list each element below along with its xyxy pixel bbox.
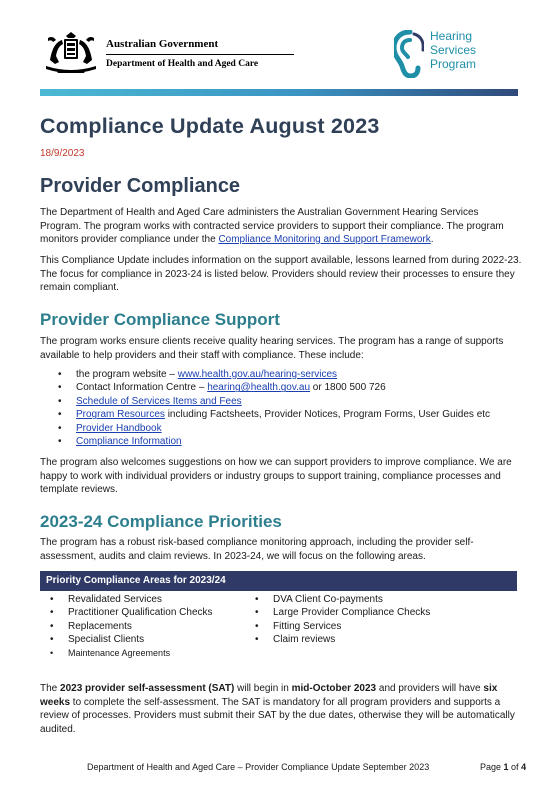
list-item: • Replacements xyxy=(48,620,213,633)
list-item xyxy=(58,395,528,408)
footer-text: Department of Health and Aged Care – Provider Compliance Update September 2023 xyxy=(87,762,430,772)
email-link[interactable]: hearing@health.gov.au xyxy=(207,382,311,394)
list-item: • DVA Client Co-payments xyxy=(253,593,430,606)
paragraph-support-intro: The program works ensure clients receive quality hearing services. The program has a range of supports available to help providers and their staff with compliance. These include: xyxy=(40,336,504,361)
logo-line-2: Services xyxy=(430,43,477,57)
wordmark-divider xyxy=(106,54,294,55)
priority-column-1 xyxy=(48,593,213,660)
compliance-framework-link[interactable]: Compliance Monitoring and Support Framework xyxy=(218,234,431,245)
list-item: • Large Provider Compliance Checks xyxy=(253,606,430,619)
page-header xyxy=(40,26,518,84)
sat-bold: six weeks xyxy=(40,683,498,708)
list-item: • Revalidated Services xyxy=(48,593,213,606)
sat-text: will begin in xyxy=(234,683,292,694)
program-resources-link[interactable]: Program Resources xyxy=(76,409,165,421)
heading-compliance-priorities: 2023-24 Compliance Priorities xyxy=(40,512,282,531)
logo-line-3: Program xyxy=(430,57,477,71)
list-item: • Claim reviews xyxy=(253,633,430,646)
list-item xyxy=(58,381,528,394)
ear-logo-icon xyxy=(394,30,424,78)
paragraph-update-summary: This Compliance Update includes information on the support available, lessons learned from during 2022-23. The focus for compliance in 2023-24 is listed below. Providers should review their processes to ensure they remain compliant. xyxy=(40,255,522,293)
sat-bold: mid-October 2023 xyxy=(291,683,377,694)
list-item: • Maintenance Agreements xyxy=(48,647,213,660)
item-text: or 1800 500 726 xyxy=(310,382,386,394)
coat-of-arms-icon xyxy=(42,30,100,76)
provider-intro-text: The Department of Health and Aged Care administers the Australian Government Hearing Services Program. The program works with contracted service providers to support their compliance. The program monitors provider compliance under the xyxy=(40,207,504,245)
current-page: 1 xyxy=(503,762,509,772)
government-name: Australian Government xyxy=(106,38,219,50)
page-label: Page xyxy=(480,762,504,772)
compliance-information-link[interactable]: Compliance Information xyxy=(76,436,182,448)
item-text: the program website – xyxy=(76,369,178,380)
priority-table-header xyxy=(40,571,517,591)
paragraph-provider-intro xyxy=(40,206,522,247)
list-item xyxy=(58,408,528,421)
document-date: 18/9/2023 xyxy=(40,148,85,159)
page-of: of xyxy=(508,762,522,772)
item-text: Contact Information Centre – xyxy=(76,382,208,394)
document-title: Compliance Update August 2023 xyxy=(40,114,380,138)
paragraph-priorities-intro: The program has a robust risk-based compliance monitoring approach, including the provider self-assessment, audits and claim reviews. In 2023-24, we will focus on the following areas. xyxy=(40,537,474,562)
priority-column-2 xyxy=(253,593,430,647)
department-name: Department of Health and Aged Care xyxy=(106,59,259,69)
heading-compliance-support: Provider Compliance Support xyxy=(40,310,280,329)
list-item xyxy=(58,422,528,435)
sat-text: to complete the self-assessment. The SAT is mandatory for all program providers and supports a review of processes. Providers must submit their SAT by the due dates, otherwise they will be automatically audited. xyxy=(40,696,515,735)
hearing-services-program-logo xyxy=(394,26,518,82)
sat-text: The xyxy=(40,683,61,694)
provider-handbook-link[interactable]: Provider Handbook xyxy=(76,422,162,434)
government-wordmark xyxy=(106,38,294,70)
header-color-bar xyxy=(40,89,518,96)
list-item xyxy=(58,435,528,448)
item-text: including Factsheets, Provider Notices, Program Forms, User Guides etc xyxy=(164,409,491,421)
schedule-of-services-link[interactable]: Schedule of Services Items and Fees xyxy=(76,395,242,407)
sat-bold: 2023 provider self-assessment (SAT) xyxy=(60,683,235,694)
support-list xyxy=(58,368,528,448)
logo-line-1: Hearing xyxy=(430,29,473,43)
logo-wordmark xyxy=(430,29,476,71)
paragraph-self-assessment xyxy=(40,682,522,736)
list-item: • Specialist Clients xyxy=(48,633,213,646)
provider-intro-end: . xyxy=(430,234,434,245)
paragraph-support-outro: The program also welcomes suggestions on how we can support providers to improve compliance. We are happy to work with individual providers or industry groups to support training, compliance processes and template reviews. xyxy=(40,457,512,495)
total-pages: 4 xyxy=(521,762,527,772)
sat-text: and providers will have xyxy=(376,683,484,694)
website-link[interactable]: www.health.gov.au/hearing-services xyxy=(177,369,338,380)
priority-table-title: Priority Compliance Areas for 2023/24 xyxy=(46,575,226,586)
list-item: • Practitioner Qualification Checks xyxy=(48,606,213,619)
list-item xyxy=(58,368,528,381)
list-item: • Fitting Services xyxy=(253,620,430,633)
page-number xyxy=(480,762,526,772)
heading-provider-compliance: Provider Compliance xyxy=(40,175,241,197)
